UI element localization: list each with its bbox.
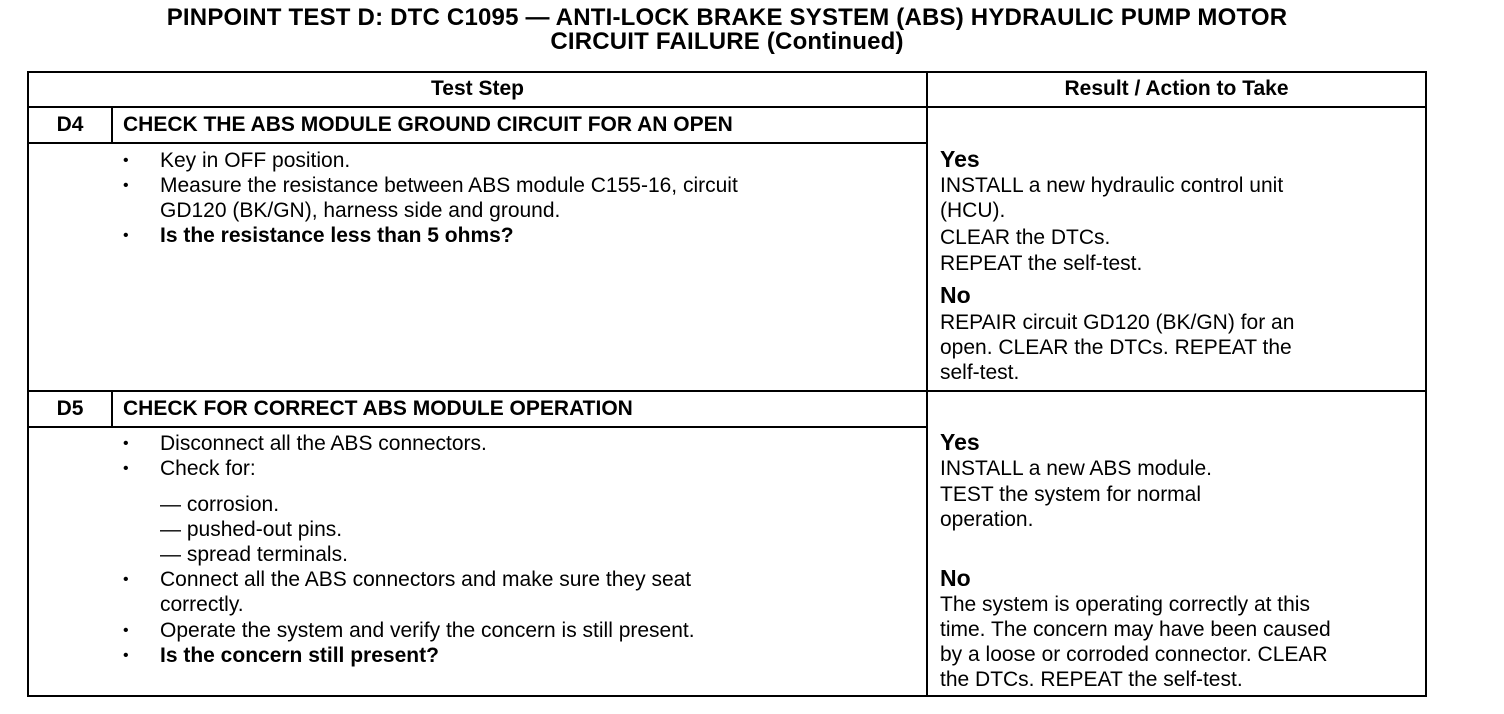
d4-no-line-1: REPAIR circuit GD120 (BK/GN) for an <box>940 311 1295 334</box>
d4-no-label: No <box>940 282 971 308</box>
d4-title-divider <box>27 142 928 144</box>
header-test-step: Test Step <box>431 77 524 100</box>
d5-yes-line-1: INSTALL a new ABS module. <box>940 457 1212 480</box>
d4-yes-line-1: INSTALL a new hydraulic control unit <box>940 174 1284 197</box>
d5-no-label: No <box>940 565 971 591</box>
d5-yes-line-3: operation. <box>940 508 1034 531</box>
d5-bullet-3: Connect all the ABS connectors and make sure they seat <box>160 568 692 591</box>
step-id-d5: D5 <box>56 397 84 420</box>
d5-bullet-1: Disconnect all the ABS connectors. <box>160 432 487 455</box>
page-title <box>0 6 1454 54</box>
d5-no-line-2: time. The concern may have been caused <box>940 618 1331 641</box>
d5-title-divider <box>27 426 928 428</box>
d5-yes-label: Yes <box>940 429 980 455</box>
title-line-1: PINPOINT TEST D: DTC C1095 — ANTI-LOCK BRAKE SYSTEM (ABS) HYDRAULIC PUMP MOTOR <box>166 4 1288 31</box>
d4-bullet-2: Measure the resistance between ABS module C155-16, circuit <box>160 174 738 197</box>
d5-subitem-1: — corrosion. <box>160 493 280 516</box>
bullet-marker: • <box>123 435 129 452</box>
step-title-d4: CHECK THE ABS MODULE GROUND CIRCUIT FOR AN OPEN <box>123 113 733 136</box>
d5-no-line-4: the DTCs. REPEAT the self-test. <box>940 668 1243 691</box>
d4-id-divider <box>111 106 113 144</box>
d5-bullet-3-cont: correctly. <box>160 593 244 616</box>
title-line-2: CIRCUIT FAILURE (Continued) <box>550 28 904 55</box>
d5-bullet-2: Check for: <box>160 457 256 480</box>
bullet-marker: • <box>123 622 129 639</box>
d4-no-line-3: self-test. <box>940 361 1020 384</box>
d4-bullet-2-cont: GD120 (BK/GN), harness side and ground. <box>160 199 561 222</box>
bullet-marker: • <box>123 571 129 588</box>
column-divider <box>926 71 928 697</box>
header-result-action: Result / Action to Take <box>1064 77 1289 100</box>
d4-d5-divider <box>27 390 1427 392</box>
step-title-d5: CHECK FOR CORRECT ABS MODULE OPERATION <box>123 397 633 420</box>
d5-yes-line-2: TEST the system for normal <box>940 483 1202 506</box>
bullet-marker: • <box>123 152 129 169</box>
d5-no-line-3: by a loose or corroded connector. CLEAR <box>940 643 1328 666</box>
d5-question: Is the concern still present? <box>160 644 439 667</box>
bullet-marker: • <box>123 460 129 477</box>
step-id-d4: D4 <box>56 113 84 136</box>
d4-yes-label: Yes <box>940 146 980 172</box>
bullet-marker: • <box>123 227 129 244</box>
d5-bullet-4: Operate the system and verify the concern is still present. <box>160 619 695 642</box>
d5-id-divider <box>111 390 113 428</box>
bullet-marker: • <box>123 647 129 664</box>
d4-yes-line-3: CLEAR the DTCs. <box>940 226 1111 249</box>
header-divider <box>27 106 1427 108</box>
d5-subitem-3: — spread terminals. <box>160 543 348 566</box>
d5-subitem-2: — pushed-out pins. <box>160 518 343 541</box>
d4-yes-line-4: REPEAT the self-test. <box>940 252 1143 275</box>
d4-bullet-1: Key in OFF position. <box>160 149 351 172</box>
d4-yes-line-2: (HCU). <box>940 199 1006 222</box>
d5-no-line-1: The system is operating correctly at this <box>940 593 1310 616</box>
d4-question: Is the resistance less than 5 ohms? <box>160 224 514 247</box>
d4-no-line-2: open. CLEAR the DTCs. REPEAT the <box>940 336 1292 359</box>
bullet-marker: • <box>123 177 129 194</box>
